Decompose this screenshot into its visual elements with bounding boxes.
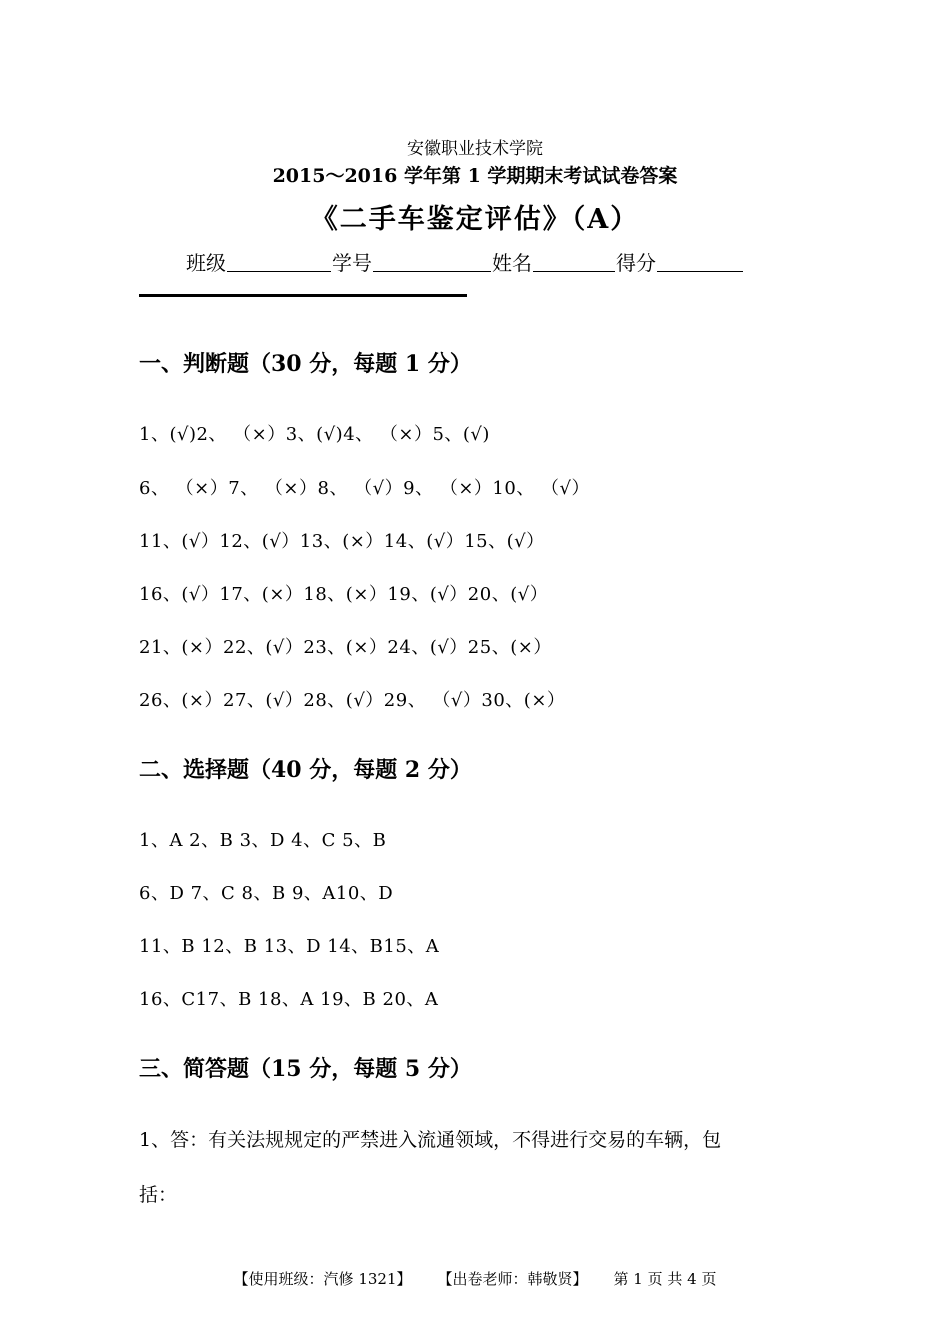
term-title: 2015～2016 学年第 1 学期期末考试试卷答案 — [272, 165, 678, 187]
class-blank — [227, 270, 331, 272]
course-title: 《二手车鉴定评估》（A） — [310, 204, 640, 235]
class-label: 班级 — [186, 251, 226, 275]
header-divider — [139, 294, 467, 297]
name-label: 姓名 — [492, 251, 532, 275]
judge-answer-line: 16、(√）17、(×）18、(×）19、(√）20、(√） — [139, 584, 549, 605]
choice-answer-line: 11、B 12、B 13、D 14、B15、A — [139, 936, 440, 957]
short-answer-text: 1、答：有关法规规定的严禁进入流通领域，不得进行交易的车辆，包 — [139, 1129, 722, 1151]
choice-answer-line: 16、C17、B 18、A 19、B 20、A — [139, 989, 439, 1010]
score-blank — [657, 270, 743, 272]
judge-answer-line: 11、(√）12、(√）13、(×）14、(√）15、(√） — [139, 531, 545, 552]
section-judge-title: 一、判断题（30 分，每题 1 分） — [139, 351, 472, 377]
judge-answer-line: 21、(×）22、(√）23、(×）24、(√）25、(×） — [139, 637, 552, 658]
footer-class: 【使用班级：汽修 1321】 — [233, 1270, 412, 1288]
id-blank — [373, 270, 491, 272]
judge-answer-line: 26、(×）27、(√）28、(√）29、 （√）30、(×） — [139, 690, 566, 711]
score-label: 得分 — [616, 251, 656, 275]
footer-page-number: 第 1 页 共 4 页 — [613, 1270, 717, 1288]
section-choice-title: 二、选择题（40 分，每题 2 分） — [139, 757, 472, 783]
footer-teacher: 【出卷老师：韩敬贤】 — [437, 1270, 588, 1288]
student-info-row — [186, 247, 744, 276]
choice-answer-line: 6、D 7、C 8、B 9、A10、D — [139, 883, 394, 904]
short-answer-text: 括： — [139, 1184, 178, 1206]
id-label: 学号 — [332, 251, 372, 275]
judge-answer-line: 1、(√)2、 （×）3、(√)4、 （×）5、(√) — [139, 424, 490, 445]
school-name: 安徽职业技术学院 — [407, 139, 543, 159]
name-blank — [533, 270, 615, 272]
judge-answer-line: 6、 （×）7、 （×）8、 （√）9、 （×）10、 （√） — [139, 478, 591, 499]
section-short-answer-title: 三、简答题（15 分，每题 5 分） — [139, 1056, 472, 1082]
choice-answer-line: 1、A 2、B 3、D 4、C 5、B — [139, 830, 387, 851]
page-footer — [0, 1268, 950, 1289]
